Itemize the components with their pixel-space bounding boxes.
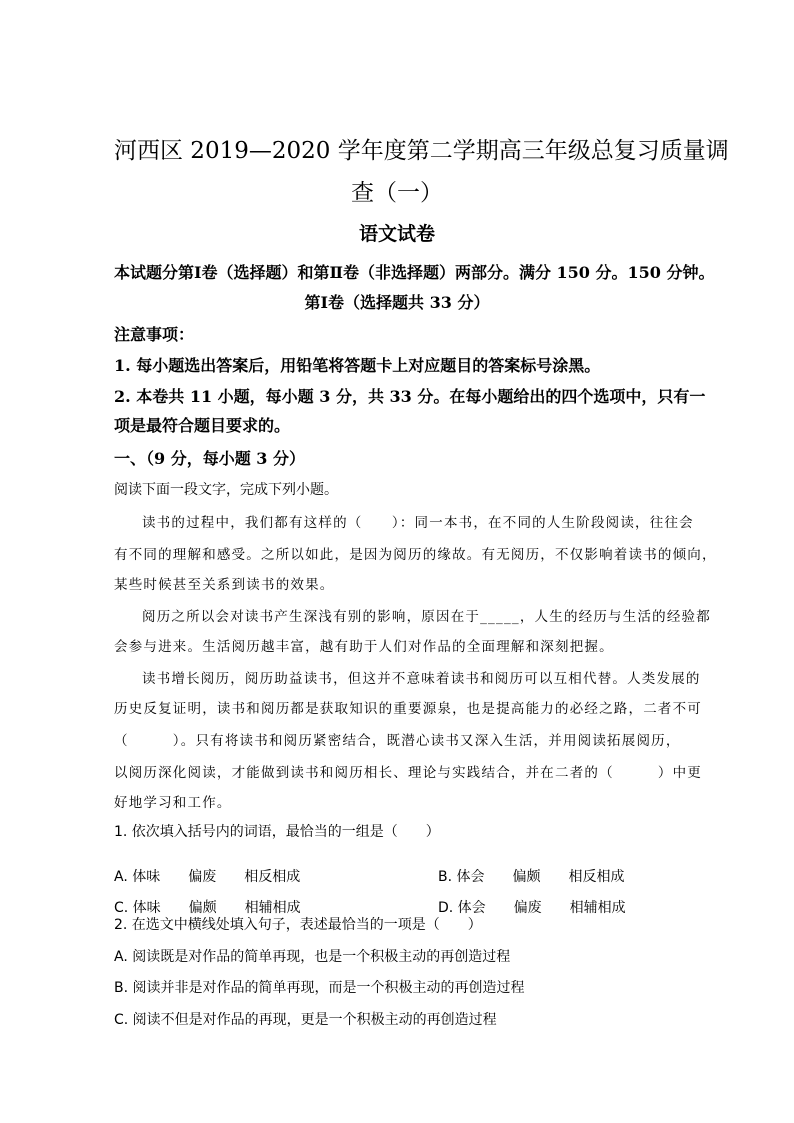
section-title: 第Ⅰ卷（选择题共 33 分） [304, 293, 490, 312]
passage-line: （ ）。只有将读书和阅历紧密结合，既潜心读书又深入生活，并用阅读拓展阅历， [114, 733, 681, 749]
notes-title: 注意事项： [114, 325, 195, 344]
question-2-stem: 2. 在选文中横线处填入句子，表述最恰当的一项是（ ） [114, 917, 482, 933]
question-1-option-d: D. 体会 偏废 相辅相成 [438, 900, 626, 916]
note-1: 1. 每小题选出答案后，用铅笔将答题卡上对应题目的答案标号涂黑。 [114, 356, 601, 375]
question-1-option-b: B. 体会 偏颇 相反相成 [438, 869, 625, 885]
passage-line: 某些时候甚至关系到读书的效果。 [114, 577, 335, 593]
exam-title-line-2: 查（一） [351, 180, 443, 206]
passage-line: 有不同的理解和感受。之所以如此，是因为阅历的缘故。有无阅历，不仅影响着读书的倾向， [114, 547, 717, 563]
passage-line: 好地学习和工作。 [114, 795, 232, 811]
question-1-stem: 1. 依次填入括号内的词语，最恰当的一组是（ ） [114, 824, 440, 840]
question-2-option-b: B. 阅读并非是对作品的简单再现，而是一个积极主动的再创造过程 [114, 980, 525, 996]
passage-line: 读书增长阅历，阅历助益读书，但这并不意味着读书和阅历可以互相代替。人类发展的 [142, 671, 701, 687]
note-2-line-1: 2. 本卷共 11 小题，每小题 3 分，共 33 分。在每小题给出的四个选项中，只有一 [114, 387, 706, 406]
question-1-option-c: C. 体味 偏颇 相辅相成 [114, 900, 301, 916]
passage-line: 会参与进来。生活阅历越丰富，越有助于人们对作品的全面理解和深刻把握。 [114, 639, 614, 655]
exam-subtitle: 语文试卷 [358, 223, 435, 245]
passage-line: 历史反复证明，读书和阅历都是获取知识的重要源泉，也是提高能力的必经之路，二者不可 [114, 701, 702, 717]
question-2-option-a: A. 阅读既是对作品的简单再现，也是一个积极主动的再创造过程 [114, 949, 511, 965]
passage-line: 以阅历深化阅读，才能做到读书和阅历相长、理论与实践结合，并在二者的（ ）中更 [114, 765, 702, 781]
question-1-option-a: A. 体味 偏废 相反相成 [114, 869, 301, 885]
passage-line: 阅历之所以会对读书产生深浅有别的影响，原因在于_____，人生的经历与生活的经验都 [142, 609, 711, 625]
exam-intro: 本试题分第Ⅰ卷（选择题）和第Ⅱ卷（非选择题）两部分。满分 150 分。150 分钟。 [114, 263, 715, 282]
reading-instruction: 阅读下面一段文字，完成下列小题。 [114, 482, 338, 498]
part-1-heading: 一、（9 分，每小题 3 分） [114, 449, 305, 468]
passage-line: 读书的过程中，我们都有这样的（ ）：同一本书，在不同的人生阶段阅读，往往会 [142, 515, 694, 531]
exam-title-line-1: 河西区 2019—2020 学年度第二学期高三年级总复习质量调 [114, 138, 729, 164]
note-2-line-2: 项是最符合题目要求的。 [114, 416, 291, 435]
question-2-option-c: C. 阅读不但是对作品的再现，更是一个积极主动的再创造过程 [114, 1012, 497, 1028]
